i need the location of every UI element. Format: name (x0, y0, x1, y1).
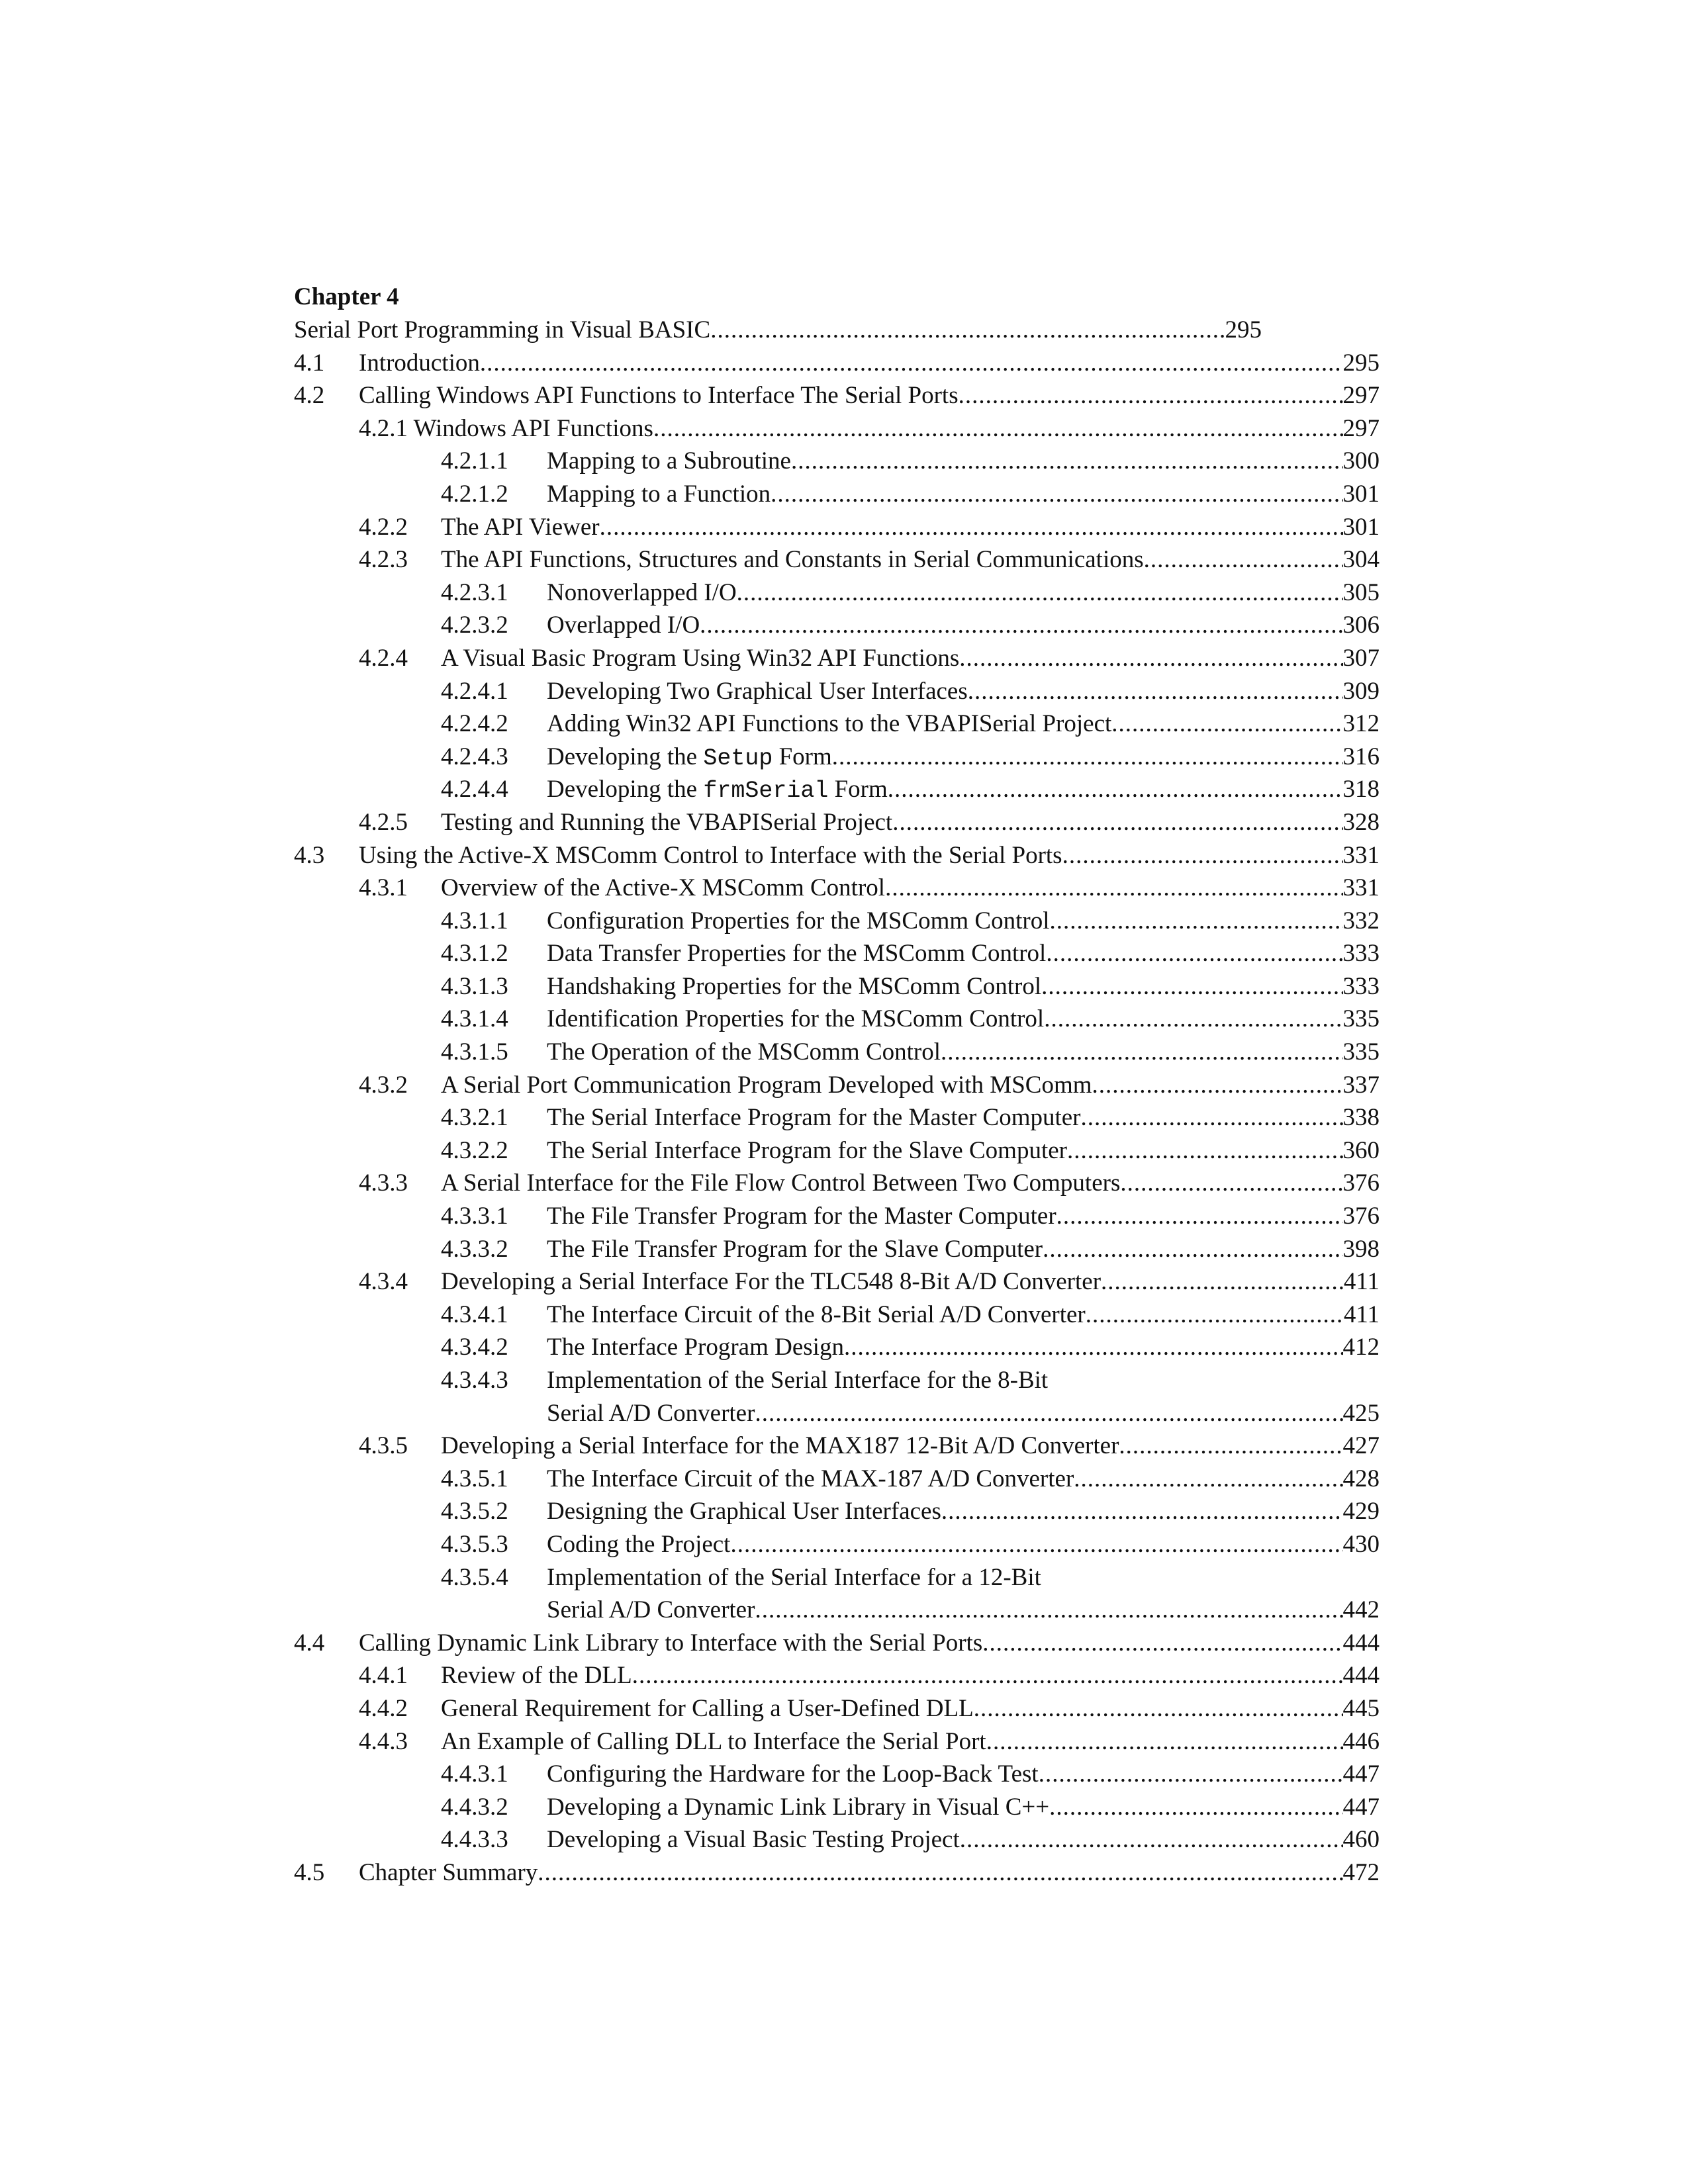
dot-leader (888, 773, 1343, 806)
toc-entry (294, 543, 1380, 576)
toc-entry (294, 1627, 1380, 1660)
section-title: Identification Properties for the MSComm Control (547, 1005, 1045, 1033)
entry-leader (547, 1495, 1380, 1528)
section-number: 4.3.2 (359, 1071, 408, 1099)
section-number: 4.3.2.2 (441, 1136, 508, 1164)
section-title (547, 741, 832, 776)
entry-leader (547, 1101, 1380, 1134)
dot-leader (1120, 1167, 1342, 1200)
section-title: The Interface Program Design (547, 1334, 844, 1361)
toc-entry (294, 576, 1380, 610)
entry-leader (547, 741, 1380, 776)
dot-leader (737, 576, 1343, 610)
dot-leader (1049, 1791, 1342, 1824)
dot-leader (755, 1397, 1342, 1430)
dot-leader (1044, 1003, 1342, 1036)
page-number: 316 (1342, 743, 1380, 770)
section-title-text: Form (828, 776, 888, 803)
section-title: Calling Windows API Functions to Interface The Serial Ports (359, 382, 959, 410)
dot-leader (600, 511, 1343, 544)
page-number: 297 (1342, 414, 1380, 442)
entry-leader (547, 1528, 1380, 1561)
section-title: Developing a Dynamic Link Library in Visual C++ (547, 1793, 1050, 1821)
section-number: 4.3.5.3 (441, 1530, 508, 1558)
toc-entry (294, 609, 1380, 642)
entry-leader (441, 1692, 1380, 1725)
page-number: 411 (1343, 1268, 1380, 1296)
chapter-title: Serial Port Programming in Visual BASIC (294, 316, 711, 343)
section-title-text: Developing the (547, 776, 704, 803)
section-title: Configuration Properties for the MSComm Control (547, 907, 1050, 934)
entry-leader (359, 379, 1380, 412)
code-identifier: Setup (703, 745, 773, 772)
toc-entry (294, 1594, 1380, 1627)
chapter-page-number: 295 (1225, 316, 1262, 343)
section-number: 4.3.4.2 (441, 1334, 508, 1361)
section-title: An Example of Calling DLL to Interface the Serial Port (441, 1727, 986, 1755)
section-title: 4.2.1 Windows API Functions (359, 414, 653, 442)
page-number: 429 (1342, 1498, 1380, 1525)
entry-leader (547, 905, 1380, 938)
section-number: 4.5 (294, 1858, 325, 1886)
page-number: 472 (1342, 1858, 1380, 1886)
dot-leader (1062, 839, 1343, 872)
section-title: The API Functions, Structures and Constants in Serial Communications (441, 546, 1144, 574)
entry-leader (547, 1331, 1380, 1364)
section-number: 4.3.3 (359, 1169, 408, 1197)
dot-leader (538, 1856, 1342, 1889)
section-number: 4.3.1.3 (441, 972, 508, 1000)
dot-leader (1046, 937, 1342, 970)
section-number: 4.2.4.4 (441, 776, 508, 803)
section-title: The Operation of the MSComm Control (547, 1038, 941, 1066)
toc-entry (294, 412, 1380, 445)
page-number: 328 (1342, 808, 1380, 836)
section-title: Data Transfer Properties for the MSComm Control (547, 940, 1047, 968)
section-title: Implementation of the Serial Interface for a 12-Bit (547, 1563, 1041, 1591)
section-number: 4.2.4.3 (441, 743, 508, 770)
dot-leader (974, 1692, 1343, 1725)
toc-entry (294, 478, 1380, 511)
section-title: Coding the Project (547, 1530, 731, 1558)
dot-leader (1056, 1200, 1343, 1233)
dot-leader (791, 445, 1343, 478)
section-number: 4.2.3.2 (441, 612, 508, 639)
entry-leader (547, 1463, 1380, 1496)
section-number: 4.2.5 (359, 808, 408, 836)
chapter-title-row (294, 314, 1380, 347)
section-title: The API Viewer (441, 513, 600, 541)
dot-leader (986, 1725, 1343, 1758)
entry-leader (547, 609, 1380, 642)
page-number: 301 (1342, 513, 1380, 541)
section-number: 4.1 (294, 349, 325, 377)
entry-leader (547, 445, 1380, 478)
toc-entry (294, 1069, 1380, 1102)
entry-leader (441, 1659, 1380, 1692)
section-number: 4.4.3.1 (441, 1760, 508, 1788)
section-number: 4.2.4.1 (441, 677, 508, 705)
dot-leader (480, 347, 1343, 380)
toc-entry (294, 1659, 1380, 1692)
page-number: 460 (1342, 1826, 1380, 1854)
section-number: 4.3.4.1 (441, 1300, 508, 1328)
page-number: 337 (1342, 1071, 1380, 1099)
section-number: 4.4.2 (359, 1694, 408, 1722)
page-number: 332 (1342, 907, 1380, 934)
dot-leader (1144, 543, 1343, 576)
toc-entry (294, 445, 1380, 478)
dot-leader (1041, 970, 1342, 1003)
entry-leader (547, 1561, 1041, 1594)
entry-leader (441, 543, 1380, 576)
section-number: 4.4.3.3 (441, 1826, 508, 1854)
section-title: Review of the DLL (441, 1662, 632, 1690)
toc-entry (294, 707, 1380, 741)
section-title: A Serial Port Communication Program Developed with MSComm (441, 1071, 1092, 1099)
toc-entry (294, 905, 1380, 938)
dot-leader (941, 1036, 1342, 1069)
page-number: 312 (1342, 710, 1380, 738)
section-number: 4.4.3.2 (441, 1793, 508, 1821)
page-number: 338 (1342, 1104, 1380, 1132)
dot-leader (982, 1627, 1342, 1660)
toc-entry (294, 1495, 1380, 1528)
section-title: Adding Win32 API Functions to the VBAPISerial Project (547, 710, 1112, 738)
page-number: 398 (1342, 1235, 1380, 1263)
section-number: 4.3.3.1 (441, 1203, 508, 1230)
page-number: 331 (1342, 874, 1380, 902)
page-number: 412 (1342, 1334, 1380, 1361)
entry-leader (547, 1134, 1380, 1167)
toc-entries (294, 347, 1380, 1889)
section-number: 4.2.4.2 (441, 710, 508, 738)
section-number: 4.2 (294, 382, 325, 410)
dot-leader (885, 872, 1342, 905)
toc-entry (294, 1265, 1380, 1298)
toc-entry (294, 642, 1380, 675)
toc-entry (294, 1823, 1380, 1856)
page-number: 430 (1342, 1530, 1380, 1558)
section-number: 4.3.5.4 (441, 1563, 508, 1591)
dot-leader (1092, 1069, 1343, 1102)
dot-leader (1081, 1101, 1343, 1134)
toc-entry (294, 675, 1380, 708)
section-title: Mapping to a Subroutine (547, 447, 791, 475)
entry-leader (547, 1200, 1380, 1233)
toc-entry (294, 1758, 1380, 1791)
page-number: 305 (1342, 578, 1380, 606)
entry-leader (359, 1627, 1380, 1660)
toc-entry (294, 1200, 1380, 1233)
section-title: Using the Active-X MSComm Control to Interface with the Serial Ports (359, 841, 1062, 869)
section-title: Nonoverlapped I/O (547, 578, 737, 606)
section-number: 4.3 (294, 841, 325, 869)
entry-leader (547, 1298, 1380, 1332)
toc-entry (294, 1791, 1380, 1824)
toc-entry (294, 1463, 1380, 1496)
section-number: 4.3.1.2 (441, 940, 508, 968)
section-number: 4.3.1.1 (441, 907, 508, 934)
entry-leader (359, 347, 1380, 380)
toc-entry (294, 1134, 1380, 1167)
section-number: 4.4.1 (359, 1662, 408, 1690)
page-number: 360 (1342, 1136, 1380, 1164)
entry-leader (441, 806, 1380, 839)
section-number: 4.2.1.1 (441, 447, 508, 475)
section-title: The Interface Circuit of the MAX-187 A/D Converter (547, 1465, 1074, 1492)
toc-entry (294, 1528, 1380, 1561)
page-number: 444 (1342, 1662, 1380, 1690)
toc-entry (294, 511, 1380, 544)
toc-entry (294, 1364, 1380, 1397)
page-number: 318 (1342, 776, 1380, 803)
entry-leader (441, 511, 1380, 544)
page-number: 427 (1342, 1432, 1380, 1460)
chapter-heading: Chapter 4 (294, 283, 399, 310)
section-title: The File Transfer Program for the Slave Computer (547, 1235, 1043, 1263)
entry-leader (441, 642, 1380, 675)
page-number: 447 (1342, 1793, 1380, 1821)
page-number: 333 (1342, 972, 1380, 1000)
page-number: 428 (1342, 1465, 1380, 1492)
section-title: The Interface Circuit of the 8-Bit Serial A/D Converter (547, 1300, 1086, 1328)
chapter-title-leader (294, 314, 1262, 347)
section-title: Handshaking Properties for the MSComm Control (547, 972, 1042, 1000)
dot-leader (968, 675, 1343, 708)
dot-leader (771, 478, 1342, 511)
entry-leader (547, 1003, 1380, 1036)
section-title: Developing a Visual Basic Testing Project (547, 1826, 960, 1854)
section-number: 4.2.4 (359, 644, 408, 672)
toc-entry (294, 1101, 1380, 1134)
toc-entry (294, 1167, 1380, 1200)
toc-entry (294, 1397, 1380, 1430)
section-title: Serial A/D Converter (547, 1399, 755, 1427)
entry-leader (547, 576, 1380, 610)
entry-leader (441, 1069, 1380, 1102)
entry-leader (547, 1364, 1048, 1397)
entry-leader (547, 675, 1380, 708)
dot-leader (959, 379, 1343, 412)
section-title: Configuring the Hardware for the Loop-Back Test (547, 1760, 1039, 1788)
dot-leader (1049, 905, 1342, 938)
dot-leader (730, 1528, 1342, 1561)
section-number: 4.2.3.1 (441, 578, 508, 606)
section-title: Implementation of the Serial Interface for the 8-Bit (547, 1367, 1049, 1394)
toc-entry (294, 1692, 1380, 1725)
dot-leader (1043, 1233, 1342, 1266)
dot-leader (1067, 1134, 1343, 1167)
toc-entry (294, 806, 1380, 839)
entry-leader (359, 1856, 1380, 1889)
section-title: Overview of the Active-X MSComm Control (441, 874, 886, 902)
section-title: Introduction (359, 349, 480, 377)
section-title: Mapping to a Function (547, 480, 771, 508)
section-number: 4.4 (294, 1629, 325, 1657)
dot-leader (632, 1659, 1343, 1692)
dot-leader (1074, 1463, 1342, 1496)
page-number: 447 (1342, 1760, 1380, 1788)
section-number: 4.4.3 (359, 1727, 408, 1755)
page-number: 301 (1342, 480, 1380, 508)
section-number: 4.3.4.3 (441, 1367, 508, 1394)
entry-leader (547, 1823, 1380, 1856)
page-number: 306 (1342, 612, 1380, 639)
page-number: 442 (1342, 1596, 1380, 1624)
section-title: Chapter Summary (359, 1858, 538, 1886)
entry-leader (547, 1036, 1380, 1069)
toc-entry (294, 347, 1380, 380)
section-number: 4.3.1 (359, 874, 408, 902)
toc-entry (294, 773, 1380, 806)
dot-leader (832, 741, 1343, 774)
toc-entry (294, 1003, 1380, 1036)
page-number: 335 (1342, 1005, 1380, 1033)
dot-leader (1119, 1430, 1342, 1463)
section-title (547, 773, 888, 808)
entry-leader (547, 1594, 1380, 1627)
section-title: Overlapped I/O (547, 612, 700, 639)
page-number: 307 (1342, 644, 1380, 672)
toc-entry (294, 1233, 1380, 1266)
dot-leader (1101, 1265, 1344, 1298)
entry-leader (547, 937, 1380, 970)
dot-leader (959, 642, 1342, 675)
toc-entry (294, 1725, 1380, 1758)
section-number: 4.3.5.1 (441, 1465, 508, 1492)
section-title: General Requirement for Calling a User-Defined DLL (441, 1694, 974, 1722)
page-number: 445 (1342, 1694, 1380, 1722)
page-number: 376 (1342, 1169, 1380, 1197)
section-number: 4.3.1.5 (441, 1038, 508, 1066)
section-number: 4.3.5.2 (441, 1498, 508, 1525)
entry-leader (547, 1397, 1380, 1430)
entry-leader (547, 1791, 1380, 1824)
toc-entry (294, 1298, 1380, 1332)
section-title: Developing Two Graphical User Interfaces (547, 677, 968, 705)
toc-entry (294, 379, 1380, 412)
dot-leader (892, 806, 1342, 839)
page-number: 425 (1342, 1399, 1380, 1427)
entry-leader (359, 412, 1380, 445)
section-title: The Serial Interface Program for the Master Computer (547, 1104, 1081, 1132)
page-number: 304 (1342, 546, 1380, 574)
section-title: Designing the Graphical User Interfaces (547, 1498, 941, 1525)
section-title: The File Transfer Program for the Master Computer (547, 1203, 1056, 1230)
entry-leader (441, 1265, 1380, 1298)
section-number: 4.3.4 (359, 1268, 408, 1296)
section-number: 4.2.3 (359, 546, 408, 574)
section-title: A Serial Interface for the File Flow Control Between Two Computers (441, 1169, 1121, 1197)
page-number: 300 (1342, 447, 1380, 475)
page-number: 411 (1343, 1300, 1380, 1328)
dot-leader (844, 1331, 1343, 1364)
dot-leader (941, 1495, 1343, 1528)
entry-leader (441, 1725, 1380, 1758)
dot-leader (653, 412, 1343, 445)
entry-leader (547, 1233, 1380, 1266)
toc-entry (294, 741, 1380, 774)
page-number: 331 (1342, 841, 1380, 869)
section-number: 4.3.3.2 (441, 1235, 508, 1263)
section-number: 4.2.2 (359, 513, 408, 541)
section-number: 4.2.1.2 (441, 480, 508, 508)
section-title: A Visual Basic Program Using Win32 API Functions (441, 644, 960, 672)
toc-entry (294, 839, 1380, 872)
section-title: The Serial Interface Program for the Slave Computer (547, 1136, 1067, 1164)
entry-leader (547, 478, 1380, 511)
toc-entry (294, 1331, 1380, 1364)
toc-entry (294, 1856, 1380, 1889)
section-title: Testing and Running the VBAPISerial Project (441, 808, 893, 836)
toc-entry (294, 1430, 1380, 1463)
toc-entry (294, 1561, 1380, 1594)
dot-leader (1111, 707, 1342, 741)
section-title-text: Form (773, 743, 832, 770)
section-title: Developing a Serial Interface for the MAX187 12-Bit A/D Converter (441, 1432, 1119, 1460)
entry-leader (441, 1167, 1380, 1200)
section-title: Calling Dynamic Link Library to Interface with the Serial Ports (359, 1629, 983, 1657)
dot-leader (710, 314, 1225, 347)
entry-leader (441, 1430, 1380, 1463)
dot-leader (755, 1594, 1342, 1627)
toc-entry (294, 937, 1380, 970)
page-number: 335 (1342, 1038, 1380, 1066)
section-title: Developing a Serial Interface For the TLC548 8-Bit A/D Converter (441, 1268, 1102, 1296)
entry-leader (547, 1758, 1380, 1791)
page-number: 309 (1342, 677, 1380, 705)
section-number: 4.3.1.4 (441, 1005, 508, 1033)
section-title: Serial A/D Converter (547, 1596, 755, 1624)
page-number: 333 (1342, 940, 1380, 968)
code-identifier: frmSerial (703, 778, 829, 805)
toc-entry (294, 872, 1380, 905)
entry-leader (441, 872, 1380, 905)
section-title-text: Developing the (547, 743, 704, 770)
page-number: 446 (1342, 1727, 1380, 1755)
dot-leader (960, 1823, 1343, 1856)
page-number: 297 (1342, 382, 1380, 410)
dot-leader (1086, 1298, 1344, 1332)
toc-entry (294, 1036, 1380, 1069)
page-number: 444 (1342, 1629, 1380, 1657)
toc-entry (294, 970, 1380, 1003)
section-number: 4.3.5 (359, 1432, 408, 1460)
dot-leader (1039, 1758, 1343, 1791)
table-of-contents (294, 281, 1380, 1889)
entry-leader (547, 773, 1380, 808)
entry-leader (547, 970, 1380, 1003)
section-number: 4.3.2.1 (441, 1104, 508, 1132)
page-number: 376 (1342, 1203, 1380, 1230)
dot-leader (700, 609, 1342, 642)
page-number: 295 (1342, 349, 1380, 377)
entry-leader (547, 707, 1380, 741)
entry-leader (359, 839, 1380, 872)
